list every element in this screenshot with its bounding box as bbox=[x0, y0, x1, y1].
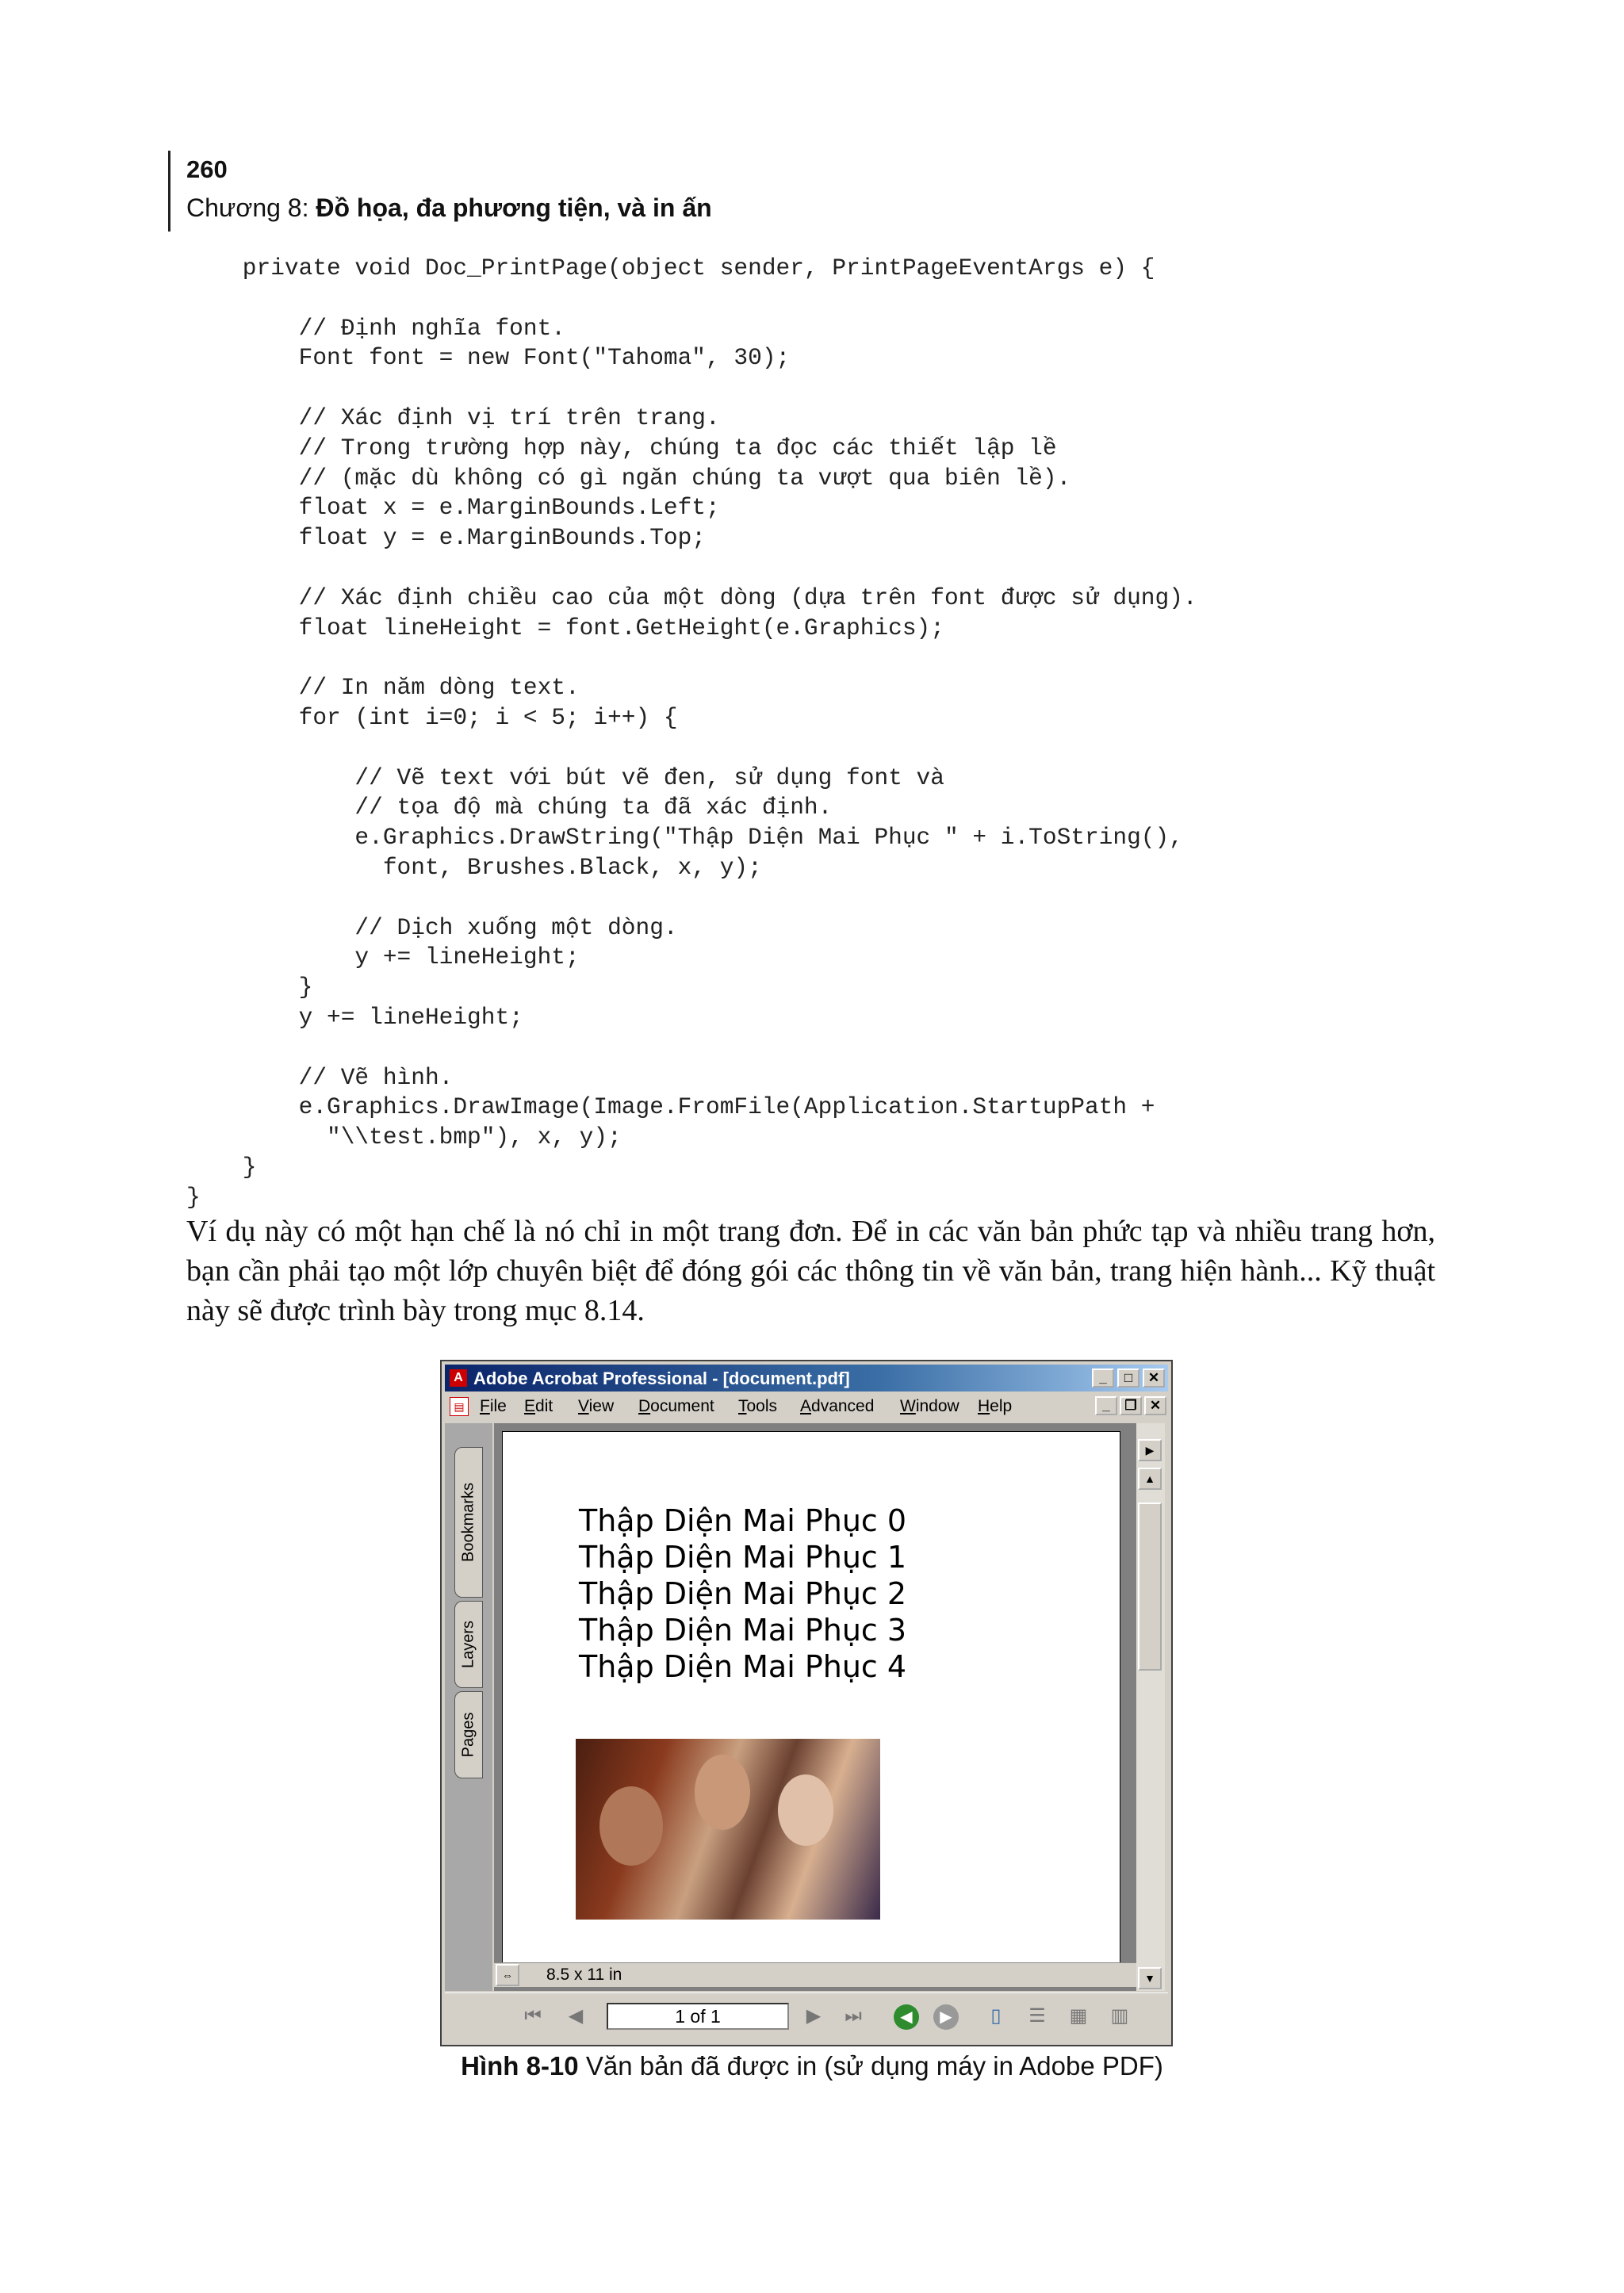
printed-line: Thập Diện Mai Phục 4 bbox=[579, 1649, 907, 1684]
doc-minimize-button[interactable]: _ bbox=[1095, 1396, 1117, 1415]
status-bar bbox=[494, 1962, 1136, 1987]
page-indicator-input[interactable]: 1 of 1 bbox=[607, 2003, 789, 2030]
window-title: Adobe Acrobat Professional - [document.pdf] bbox=[473, 1369, 850, 1388]
tab-pages[interactable] bbox=[454, 1691, 483, 1778]
photo-figure bbox=[695, 1755, 750, 1830]
minimize-button[interactable]: _ bbox=[1092, 1369, 1114, 1388]
menu-edit[interactable]: Edit bbox=[524, 1397, 553, 1415]
scroll-up-icon[interactable]: ▲ bbox=[1138, 1468, 1162, 1490]
title-bar bbox=[445, 1365, 1168, 1391]
tab-bookmarks-label: Bookmarks bbox=[459, 1482, 477, 1563]
pdf-page bbox=[502, 1431, 1120, 1973]
facing-icon[interactable]: ▦ bbox=[1069, 2005, 1088, 2027]
scroll-down-icon[interactable]: ▼ bbox=[1138, 1967, 1162, 1989]
caption-label: Hình 8-10 bbox=[461, 2051, 579, 2081]
printed-line: Thập Diện Mai Phục 1 bbox=[579, 1540, 907, 1575]
photo-figure bbox=[599, 1786, 663, 1866]
last-page-icon[interactable]: ⏭ bbox=[845, 2005, 862, 2027]
acrobat-window bbox=[440, 1360, 1173, 2046]
body-paragraph: Ví dụ này có một hạn chế là nó chỉ in một trang đơn. Để in các văn bản phức tạp và nhiều trang hơn, bạn cần phải tạo một lớp chuyên biệt để đóng gói các thông tin về văn bản, trang hiện hành... Kỹ thuật này sẽ được trình bày trong mục 8.14. bbox=[186, 1215, 1435, 1327]
printed-photo bbox=[576, 1739, 880, 1920]
acrobat-logo-icon: A bbox=[450, 1369, 467, 1387]
chapter-prefix: Chương 8: bbox=[186, 193, 316, 222]
menu-help[interactable]: Help bbox=[978, 1397, 1013, 1415]
menu-bar bbox=[445, 1395, 1168, 1418]
page-size: 8.5 x 11 in bbox=[546, 1966, 622, 1984]
go-back-icon[interactable]: ◀ bbox=[894, 2004, 919, 2030]
split-icon[interactable]: ⇔ bbox=[496, 1964, 519, 1986]
doc-restore-button[interactable]: ❐ bbox=[1120, 1396, 1142, 1415]
continuous-icon[interactable]: ☰ bbox=[1028, 2005, 1046, 2027]
expand-arrow-icon[interactable]: ▶ bbox=[1138, 1439, 1162, 1461]
menu-view[interactable]: View bbox=[578, 1397, 615, 1415]
menu-document[interactable]: Document bbox=[638, 1397, 714, 1415]
page-navigation-bar bbox=[445, 1992, 1168, 2041]
first-page-icon[interactable]: ⏮ bbox=[524, 2005, 542, 2027]
chapter-heading bbox=[186, 193, 712, 223]
next-page-icon[interactable]: ▶ bbox=[806, 2005, 822, 2027]
doc-close-button[interactable]: ✕ bbox=[1144, 1396, 1166, 1415]
menu-window[interactable]: Window bbox=[900, 1397, 959, 1415]
caption-text: Văn bản đã được in (sử dụng máy in Adobe PDF) bbox=[578, 2051, 1163, 2081]
header-rule bbox=[168, 151, 170, 232]
tab-layers[interactable] bbox=[454, 1601, 483, 1688]
navigation-panel bbox=[445, 1423, 492, 1991]
page-number: 260 bbox=[186, 155, 228, 183]
figure-caption bbox=[432, 2051, 1192, 2081]
close-button[interactable]: ✕ bbox=[1143, 1369, 1165, 1388]
menu-file[interactable]: File bbox=[480, 1397, 507, 1415]
scroll-thumb[interactable] bbox=[1138, 1503, 1162, 1671]
tab-layers-label: Layers bbox=[459, 1620, 477, 1669]
printed-line: Thập Diện Mai Phục 3 bbox=[579, 1613, 907, 1648]
code-listing: private void Doc_PrintPage(object sender, PrintPageEventArgs e) { // Định nghĩa font. Font font = new Font("Tahoma", 30); // Xác định vị trí trên trang. // Trong trường hợp này, chúng ta đọc các thiết lập lề // (mặc dù không có gì ngăn chúng ta vượt qua biên lề). float x = e.MarginBounds.Left; float y = e.MarginBounds.Top; // Xác định chiều cao của một dòng (dựa trên font được sử dụng). float lineHeight = font.GetHeight(e.Graphics); // In năm dòng text. for (int i=0; i < 5; i++) { // Vẽ text với bút vẽ đen, sử dụng font và // tọa độ mà chúng ta đã xác định. e.Graphics.DrawString("Thập Diện Mai Phục " + i.ToString(), font, Brushes.Black, x, y); // Dịch xuống một dòng. y += lineHeight; } y += lineHeight; // Vẽ hình. e.Graphics.DrawImage(Image.FromFile(Application.StartupPath + "\\test.bmp"), x, y); } } bbox=[186, 255, 1197, 1211]
continuous-facing-icon[interactable]: ▥ bbox=[1110, 2005, 1129, 2027]
menu-advanced[interactable]: Advanced bbox=[800, 1397, 875, 1415]
go-forward-icon[interactable]: ▶ bbox=[933, 2004, 959, 2030]
maximize-button[interactable]: □ bbox=[1117, 1369, 1139, 1388]
photo-figure bbox=[778, 1774, 833, 1846]
tab-pages-label: Pages bbox=[459, 1712, 477, 1758]
printed-line: Thập Diện Mai Phục 0 bbox=[579, 1503, 907, 1538]
previous-page-icon[interactable]: ◀ bbox=[568, 2005, 584, 2027]
menu-tools[interactable]: Tools bbox=[738, 1397, 778, 1415]
vertical-scrollbar[interactable] bbox=[1136, 1423, 1165, 1991]
chapter-title: Đồ họa, đa phương tiện, và in ấn bbox=[316, 193, 712, 222]
tab-bookmarks[interactable] bbox=[454, 1447, 483, 1598]
document-icon: ▤ bbox=[450, 1397, 469, 1416]
document-view bbox=[494, 1423, 1136, 1991]
single-page-icon[interactable]: ▯ bbox=[990, 2005, 1002, 2027]
printed-line: Thập Diện Mai Phục 2 bbox=[579, 1576, 907, 1611]
